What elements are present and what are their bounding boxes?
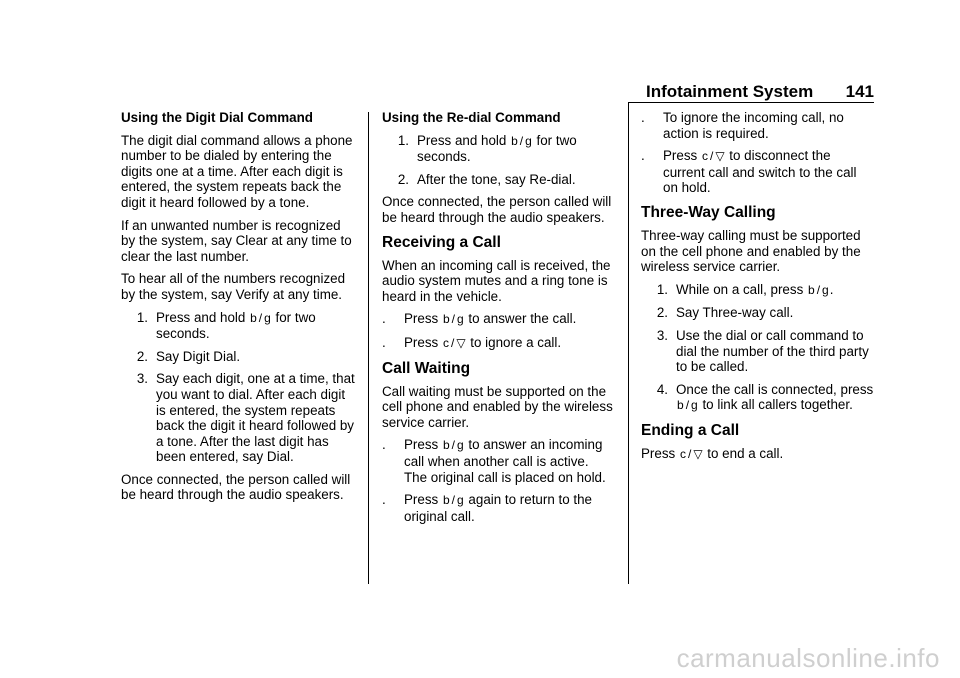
bullet-item [641, 110, 875, 141]
column-divider-1 [368, 112, 369, 584]
paragraph: Once connected, the person called will be heard through the audio speakers. [121, 471, 351, 503]
header-title: Infotainment System [646, 82, 814, 101]
runin-heading-digit-dial: Using the Digit Dial Command [121, 110, 313, 125]
step-number: 1. [136, 309, 148, 325]
step-number: 2. [136, 348, 148, 364]
slash-separator: / [685, 398, 690, 413]
bullet-text: to answer the call. [468, 311, 577, 327]
watermark: carmanualsonline.info [676, 643, 940, 673]
slash-separator: / [451, 493, 455, 508]
bullet-item [382, 335, 614, 352]
section-heading: Three-Way Calling [641, 203, 776, 221]
step-text: Say Digit Dial. [156, 348, 241, 364]
runin-heading-redial: Using the Re-dial Command [382, 110, 561, 125]
paragraph: Once connected, the person called will be heard through the audio speakers. [382, 194, 612, 225]
phone-answer-icon: g [691, 398, 698, 413]
bullet-marker: . [382, 492, 386, 508]
bullet-marker: . [382, 311, 386, 327]
slash-separator: / [451, 438, 455, 453]
slash-separator: / [451, 312, 455, 327]
step-number: 1. [397, 132, 409, 148]
slash-separator: / [450, 335, 455, 350]
phone-answer-icon: g [525, 133, 532, 148]
bullet-text: again to return to the original call. [404, 492, 592, 524]
step-number: 3. [656, 327, 668, 343]
paragraph: When an incoming call is received, the audio system mutes and a ring tone is heard in the vehicle. [382, 257, 611, 304]
list-item [382, 133, 614, 165]
bullet-text: Press [404, 492, 439, 508]
phone-answer-icon: g [822, 282, 829, 297]
paragraph: The digit dial command allows a phone number to be dialed by entering the digits one at a time. After each digit is entered, the system repeats back the digit it heard followed by a tone. [121, 132, 353, 210]
list-item [121, 349, 356, 365]
push-to-talk-icon: b [442, 438, 450, 453]
bullet-text: To ignore the incoming call, no action is required. [663, 110, 844, 141]
bullet-marker: . [382, 334, 386, 350]
push-to-talk-icon: b [808, 282, 815, 297]
paragraph: If an unwanted number is recognized by the system, say Clear at any time to clear the last number. [121, 217, 352, 264]
step-text: for two seconds. [417, 132, 577, 165]
paragraph: Three-way calling must be supported on the cell phone and enabled by the wireless service carrier. [641, 227, 861, 275]
list-item [641, 282, 875, 299]
push-to-talk-icon: b [250, 310, 257, 325]
bullet-marker: . [382, 437, 386, 453]
section-heading: Call Waiting [382, 359, 471, 377]
slash-separator: / [519, 133, 524, 148]
step-text: Say each digit, one at a time, that you want to dial. After each digit is entered, the system repeats back the digit it heard followed by a tone. After the last digit has been entered, say Dial. [156, 371, 355, 465]
bullet-text: to disconnect the current call and switch to the call on hold. [663, 148, 857, 196]
step-text: After the tone, say Re-dial. [417, 171, 576, 187]
paragraph-text: Press [641, 445, 676, 461]
step-text: Say Three-way call. [676, 305, 794, 321]
list-item [641, 328, 875, 375]
step-text: for two seconds. [156, 309, 316, 342]
paragraph: To hear all of the numbers recognized by the system, say Verify at any time. [121, 271, 346, 302]
step-number: 2. [656, 305, 668, 321]
list-item [382, 172, 614, 188]
bullet-text: to ignore a call. [470, 334, 562, 350]
column-3 [641, 110, 875, 470]
bullet-item [382, 311, 614, 328]
phone-answer-icon: g [457, 312, 464, 327]
paragraph [641, 446, 875, 463]
phone-answer-icon: g [457, 438, 464, 453]
list-item [121, 310, 356, 342]
step-text: to link all callers together. [702, 397, 853, 413]
list-item [121, 371, 356, 465]
phone-end-icon: c [701, 149, 708, 164]
list-item [641, 305, 875, 321]
bullet-text: to answer an incoming call when another call is active. The original call is placed on hold. [404, 437, 606, 485]
step-number: 4. [656, 381, 668, 397]
end-triangle-icon: ▽ [715, 149, 725, 164]
paragraph-text: to end a call. [707, 445, 784, 461]
step-number: 2. [397, 171, 409, 187]
bullet-text: Press [404, 334, 439, 350]
step-text: While on a call, press [676, 281, 804, 297]
phone-end-icon: c [679, 446, 686, 461]
phone-answer-icon: g [264, 310, 271, 325]
push-to-talk-icon: b [511, 133, 518, 148]
phone-end-icon: c [442, 335, 449, 350]
step-number: 3. [136, 371, 148, 387]
bullet-text: Press [663, 148, 698, 164]
page-number: 141 [845, 82, 874, 101]
end-triangle-icon: ▽ [693, 446, 703, 461]
column-divider-2 [628, 103, 629, 584]
bullet-item [382, 492, 614, 524]
bullet-marker: . [641, 110, 645, 125]
step-text: Once the call is connected, press [676, 381, 874, 397]
bullet-marker: . [641, 148, 645, 164]
column-1 [121, 110, 356, 510]
step-number: 1. [656, 281, 668, 297]
phone-answer-icon: g [457, 493, 464, 508]
bullet-text: Press [404, 437, 439, 453]
section-heading: Receiving a Call [382, 233, 501, 251]
bullet-item [382, 437, 614, 485]
step-text: Press and hold [417, 132, 507, 148]
header-rule [628, 102, 874, 103]
slash-separator: / [816, 282, 821, 297]
list-item [641, 382, 875, 414]
step-text: Use the dial or call command to dial the number of the third party to be called. [676, 327, 869, 375]
push-to-talk-icon: b [442, 312, 450, 327]
step-text: Press and hold [156, 309, 246, 325]
push-to-talk-icon: b [677, 398, 684, 413]
slash-separator: / [258, 310, 263, 325]
bullet-item [641, 148, 875, 196]
section-heading: Ending a Call [641, 421, 740, 439]
end-triangle-icon: ▽ [456, 335, 466, 350]
push-to-talk-icon: b [442, 493, 450, 508]
slash-separator: / [687, 446, 692, 461]
bullet-text: Press [404, 311, 439, 327]
column-2 [382, 110, 614, 531]
step-text: . [829, 281, 834, 297]
paragraph: Call waiting must be supported on the cell phone and enabled by the wireless service carrier. [382, 383, 613, 430]
slash-separator: / [709, 149, 714, 164]
